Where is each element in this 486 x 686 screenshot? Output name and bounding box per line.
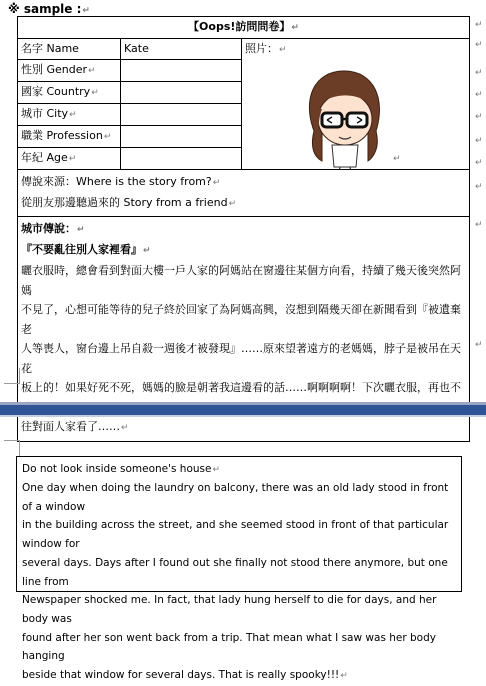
questionnaire-title-text: 【Oops!訪問問卷】 <box>188 20 291 33</box>
story-title-text: 『不要亂往別人家裡看』 <box>21 243 142 256</box>
row-end-mark-icon: ↵ <box>475 182 483 192</box>
english-line: Newspaper shocked me. In fact, that lady hung herself to die for days, and her body was <box>22 594 437 625</box>
paragraph-mark-icon: ↵ <box>88 66 96 76</box>
photo-cell <box>242 39 470 170</box>
field-label-profession <box>18 126 121 148</box>
english-line: several days. Days after I found out she finally not stood there anymore, but one line from <box>22 556 448 588</box>
row-end-mark-icon: ↵ <box>475 158 483 168</box>
paragraph-mark-icon: ↵ <box>69 110 77 120</box>
field-value-text: Kate <box>124 42 149 55</box>
paragraph-mark-icon: ↵ <box>340 671 348 682</box>
story-line: 人等喪人，窗台邊上吊自殺一週後才被發現』……原來望著遠方的老媽媽，脖子是被吊在天花 <box>21 342 461 375</box>
questionnaire-title <box>18 17 470 39</box>
field-value-gender <box>121 60 242 82</box>
questionnaire-table <box>17 16 470 442</box>
paragraph-mark-icon: ↵ <box>228 199 237 209</box>
page-break-edge <box>0 415 486 417</box>
english-title-text: Do not look inside someone's house <box>22 463 212 475</box>
page-corner-marker <box>4 368 20 384</box>
source-question-text: 傳說來源：Where is the story from? <box>21 175 212 188</box>
english-line: found after her son went back from a trip. That mean what I saw was her body hanging <box>22 631 436 663</box>
english-translation-box <box>16 456 462 682</box>
row-end-mark-icon: ↵ <box>475 340 483 350</box>
story-line: 曬衣服時，總會看到對面大樓一戶人家的阿媽站在窗邊往某個方向看，持續了幾天後突然阿媽 <box>21 264 461 297</box>
english-line: in the building across the street, and she seemed stood in front of that particular window for <box>22 519 449 551</box>
girl-with-glasses-illustration <box>284 61 402 170</box>
field-value-country <box>121 82 242 104</box>
legend-heading <box>21 219 466 240</box>
field-label-text: 職業 Profession <box>21 129 103 142</box>
paragraph-mark-icon: ↵ <box>291 23 299 33</box>
story-title <box>21 240 466 261</box>
english-title <box>22 460 456 479</box>
photo-label: 照片： <box>245 42 278 55</box>
field-value-profession <box>121 126 242 148</box>
paragraph-mark-icon: ↵ <box>91 88 99 98</box>
paragraph-mark-icon: ↵ <box>212 465 221 475</box>
field-value-age <box>121 148 242 170</box>
page-corner-marker <box>4 440 20 456</box>
story-line: 不見了，心想可能等待的兒子終於回家了為阿媽高興，沒想到隔幾天卻在新聞看到『被遺棄老 <box>21 303 461 336</box>
row-end-mark-icon: ↵ <box>475 20 483 30</box>
source-block <box>18 170 470 217</box>
field-label-age <box>18 148 121 170</box>
paragraph-mark-icon: ↵ <box>393 154 401 164</box>
field-label-text: 國家 Country <box>21 85 91 98</box>
story-line: 板上的！如果好死不死，媽媽的臉是朝著我這邊看的話……啊啊啊啊！下次曬衣服，再也不 <box>21 381 461 394</box>
paragraph-mark-icon: ↵ <box>82 6 90 16</box>
field-label-text: 性別 Gender <box>21 63 88 76</box>
paragraph-mark-icon: ↵ <box>143 246 151 256</box>
field-label-text: 名字 Name <box>21 42 79 55</box>
field-label-text: 年紀 Age <box>21 151 68 164</box>
row-end-mark-icon: ↵ <box>475 136 483 146</box>
sample-label: ※ sample : <box>8 2 82 16</box>
paragraph-mark-icon: ↵ <box>279 45 287 55</box>
row-end-mark-icon: ↵ <box>475 40 483 50</box>
field-label-city <box>18 104 121 126</box>
field-label-name <box>18 39 121 60</box>
english-line: beside that window for several days. That is really spooky!!! <box>22 669 340 682</box>
row-end-mark-icon: ↵ <box>475 90 483 100</box>
source-question <box>21 172 466 193</box>
story-line-last <box>21 417 466 439</box>
paragraph-mark-icon: ↵ <box>121 423 129 433</box>
paragraph-mark-icon: ↵ <box>103 132 112 142</box>
field-label-gender <box>18 60 121 82</box>
paragraph-mark-icon: ↵ <box>68 154 77 164</box>
story-line: 往對面人家看了…… <box>21 420 120 433</box>
source-answer-text: 從朋友那邊聽過來的 Story from a friend <box>21 196 228 209</box>
legend-heading-text: 城市傳說： <box>21 222 76 235</box>
field-label-text: 城市 City <box>21 107 69 120</box>
english-line: One day when doing the laundry on balcony, there was an old lady stood in front of a window <box>22 482 449 513</box>
field-value-city <box>121 104 242 126</box>
source-answer <box>21 193 466 214</box>
field-label-country <box>18 82 121 104</box>
row-end-mark-icon: ↵ <box>475 220 483 230</box>
field-value-name <box>121 39 242 60</box>
english-line-last <box>22 666 456 686</box>
paragraph-mark-icon: ↵ <box>77 225 85 235</box>
paragraph-mark-icon: ↵ <box>212 178 221 188</box>
page-break-separator <box>0 405 486 415</box>
row-end-mark-icon: ↵ <box>475 68 483 78</box>
row-end-mark-icon: ↵ <box>475 112 483 122</box>
